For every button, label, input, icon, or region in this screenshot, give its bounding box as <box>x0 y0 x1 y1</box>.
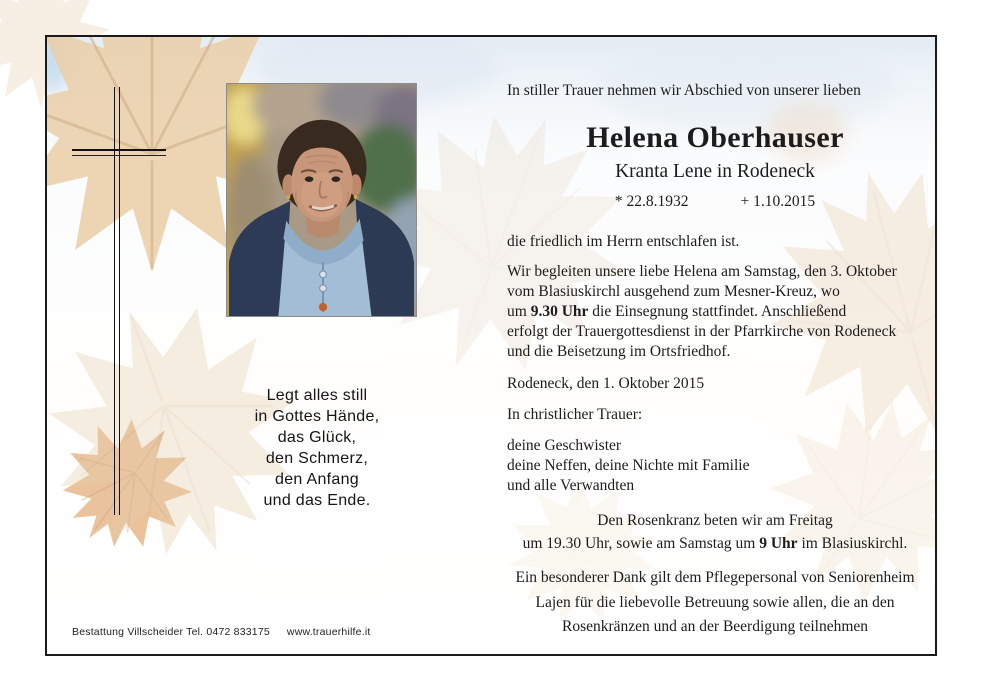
thanks-paragraph <box>507 566 923 640</box>
thanks-line: Rosenkränzen und an der Beerdigung teilnehmen <box>561 618 869 635</box>
poem <box>205 385 429 511</box>
announcement-column <box>507 81 923 640</box>
portrait-photo <box>226 83 417 317</box>
funeral-line: erfolgt der Trauergottesdienst in der Pfarrkirche von Rodeneck <box>507 323 897 340</box>
funeral-paragraph <box>507 262 923 362</box>
deceased-nickname: Kranta Lene in Rodeneck <box>615 161 815 182</box>
passed-line: die friedlich im Herrn entschlafen ist. <box>507 233 740 250</box>
card-footer <box>72 626 370 638</box>
rosary-line: um 19.30 Uhr, sowie am Samstag um 9 Uhr im Blasiuskirchl. <box>522 535 908 552</box>
intro-line: In stiller Trauer nehmen wir Abschied von unserer lieben <box>507 82 861 99</box>
mourner-line: deine Geschwister <box>507 437 622 454</box>
place-date-line: Rodeneck, den 1. Oktober 2015 <box>507 375 705 392</box>
funeral-line: und die Beisetzung im Ortsfriedhof. <box>507 343 731 360</box>
rosary-line: Den Rosenkranz beten wir am Freitag <box>597 512 833 529</box>
death-date: + 1.10.2015 <box>740 193 816 210</box>
funeral-line: um 9.30 Uhr die Einsegnung stattfindet. Anschließend <box>507 303 847 320</box>
mourners-list <box>507 436 923 496</box>
cross-horizontal-bar <box>72 149 166 156</box>
funeral-time: 9.30 Uhr <box>530 303 589 320</box>
thanks-line: Ein besonderer Dank gilt dem Pflegepersonal von Seniorenheim <box>515 569 915 586</box>
poem-line: das Glück, <box>277 429 357 446</box>
website-imprint: www.trauerhilfe.it <box>286 626 371 638</box>
poem-line: den Anfang <box>275 471 359 488</box>
poem-line: in Gottes Hände, <box>254 408 380 425</box>
birth-date: * 22.8.1932 <box>614 193 689 210</box>
memorial-card <box>45 35 937 656</box>
mourner-line: und alle Verwandten <box>507 477 635 494</box>
rosary-notice <box>507 509 923 555</box>
funeral-line: vom Blasiuskirchl ausgehend zum Mesner-Kreuz, wo <box>507 283 840 300</box>
portrait-photo-image <box>227 84 416 316</box>
thanks-line: Lajen für die liebevolle Betreuung sowie allen, die an den <box>535 593 895 611</box>
poem-line: den Schmerz, <box>265 450 369 467</box>
funeral-line: Wir begleiten unsere liebe Helena am Samstag, den 3. Oktober <box>507 263 897 280</box>
funeral-home-imprint: Bestattung Villscheider Tel. 0472 833175 <box>72 626 270 638</box>
mourner-line: deine Neffen, deine Nichte mit Familie <box>507 457 750 474</box>
rosary-time: 9 Uhr <box>759 535 798 552</box>
life-dates <box>507 191 923 213</box>
mourning-header: In christlicher Trauer: <box>507 406 643 423</box>
deceased-name: Helena Oberhauser <box>586 121 844 154</box>
poem-line: Legt alles still <box>266 387 368 404</box>
poem-line: und das Ende. <box>263 492 371 509</box>
